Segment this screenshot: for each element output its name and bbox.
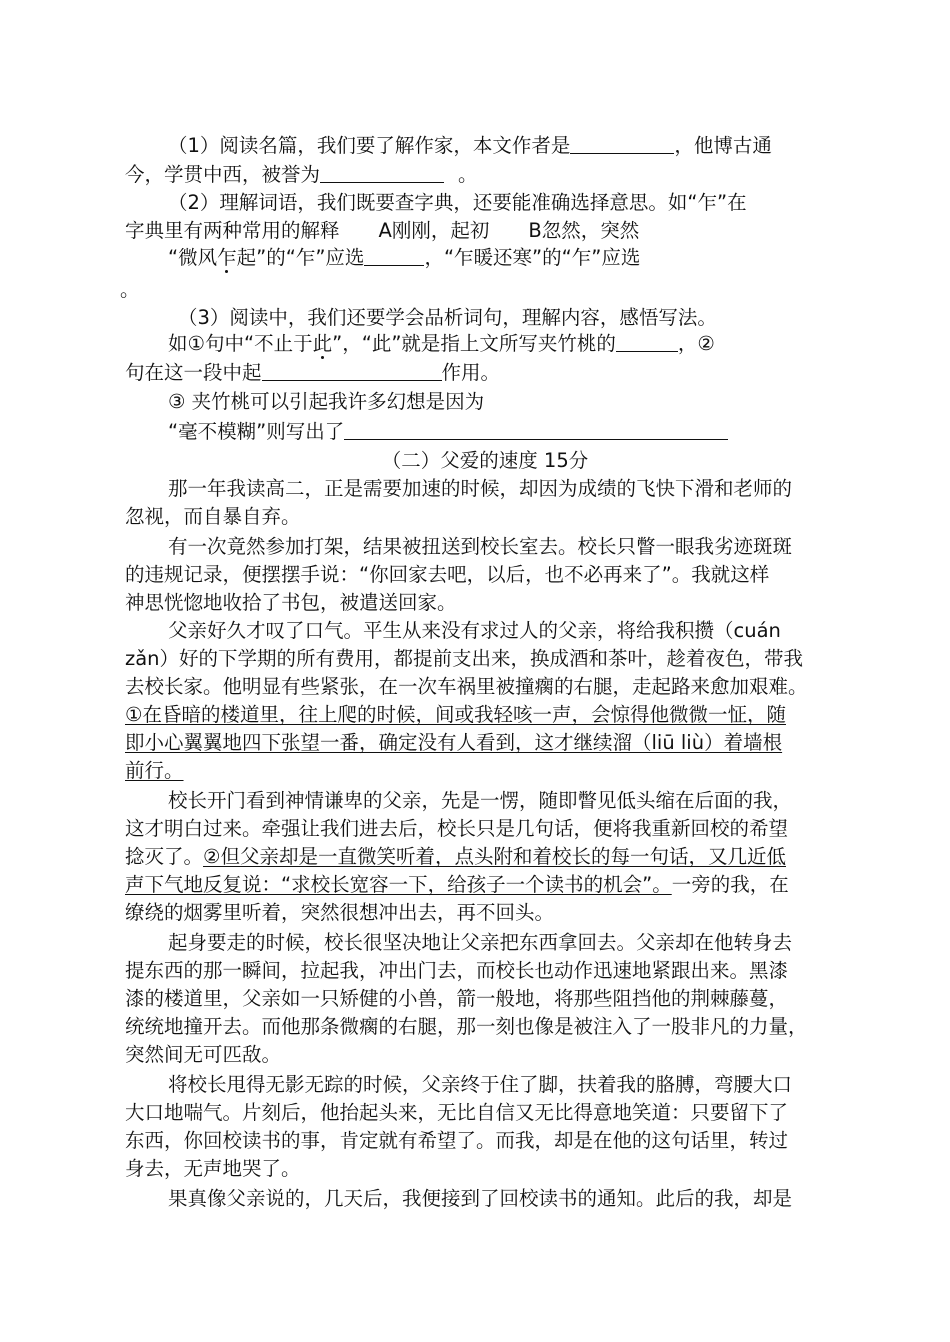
passage-title: （二）父爱的速度 15分 — [381, 449, 589, 472]
describe-answer-blank[interactable] — [344, 419, 728, 440]
paragraph-6-line: 东西，你回校读书的事，肯定就有希望了。而我，却是在他的这句话里，转过 — [125, 1129, 789, 1152]
underlined-sentence-1-line: 前行。 — [125, 759, 184, 782]
zha-answer-blank-1[interactable] — [364, 245, 424, 266]
paragraph-5-line: 突然间无可匹敌。 — [125, 1043, 282, 1066]
paragraph-4-line: 缭绕的烟雾里听着，突然很想冲出去，再不回头。 — [125, 901, 555, 924]
paragraph-5-line: 统统地撞开去。而他那条微瘸的右腿，那一刻也像是被注入了一股非凡的力量， — [125, 1015, 808, 1038]
q3-line-2: 如①句中“不止于此”，“此”就是指上文所写夹竹桃的 ，② — [168, 332, 715, 355]
paragraph-4-line: 声下气地反复说：“求校长宽容一下，给孩子一个读书的机会”。一旁的我，在 — [125, 873, 789, 896]
underlined-sentence-2: 声下气地反复说：“求校长宽容一下，给孩子一个读书的机会”。 — [125, 873, 672, 896]
paragraph-2-line: 的违规记录，便摆摆手说：“你回家去吧，以后，也不必再来了”。我就这样 — [125, 563, 770, 586]
title-answer-blank[interactable] — [320, 162, 444, 183]
paragraph-4-line: 校长开门看到神情谦卑的父亲，先是一愣，随即瞥见低头缩在后面的我， — [168, 789, 793, 812]
q2-line-3: “微风乍起”的“乍”应选 ，“乍暖还寒”的“乍”应选 — [168, 246, 641, 269]
q2-line-2: 字典里有两种常用的解释 A刚刚，起初 B忽然，突然 — [125, 219, 640, 242]
underlined-sentence-1-line: 即小心翼翼地四下张望一番，确定没有人看到，这才继续溜（liū liù）着墙根 — [125, 731, 783, 754]
paragraph-5-line: 漆的楼道里，父亲如一只矫健的小兽，箭一般地，将那些阻挡他的荆棘藤蔓， — [125, 987, 789, 1010]
q1-line-2: 今，学贯中西，被誉为 。 — [125, 163, 478, 186]
q3-line-3: 句在这一段中起 作用。 — [125, 361, 501, 384]
q1-line-1: （1）阅读名篇，我们要了解作家，本文作者是 ，他博古通 — [168, 134, 772, 157]
q3-line-4: ③ 夹竹桃可以引起我许多幻想是因为 — [168, 390, 485, 413]
author-answer-blank[interactable] — [570, 133, 674, 154]
emphasis-char: 此 — [312, 332, 333, 355]
q3-line-1: （3）阅读中，我们还要学会品析词句，理解内容，感悟写法。 — [178, 306, 717, 329]
q2-line-4: 。 — [120, 278, 140, 301]
paragraph-1-line: 忽视，而自暴自弃。 — [125, 505, 301, 528]
paragraph-4-line: 捻灭了。②但父亲却是一直微笑听着，点头附和着校长的每一句话，又几近低 — [125, 845, 786, 868]
paragraph-7-line: 果真像父亲说的，几天后，我便接到了回校读书的通知。此后的我，却是 — [168, 1187, 793, 1210]
q3-line-5: “毫不模糊”则写出了 — [168, 418, 888, 446]
paragraph-2-line: 神思恍惚地收拾了书包，被遣送回家。 — [125, 591, 457, 614]
paragraph-2-line: 有一次竟然参加打架，结果被扭送到校长室去。校长只瞥一眼我劣迹斑斑 — [168, 535, 793, 558]
paragraph-3-line: 去校长家。他明显有些紧张，在一次车祸里被撞瘸的右腿，走起路来愈加艰难。 — [125, 675, 808, 698]
paragraph-5-line: 提东西的那一瞬间，拉起我，冲出门去，而校长也动作迅速地紧跟出来。黑漆 — [125, 959, 789, 982]
paragraph-3-line: zǎn）好的下学期的所有费用，都提前支出来，换成酒和茶叶，趁着夜色，带我 — [125, 647, 804, 670]
q2-line-1: （2）理解词语，我们既要查字典，还要能准确选择意思。如“乍”在 — [168, 191, 747, 214]
paragraph-5-line: 起身要走的时候，校长很坚决地让父亲把东西拿回去。父亲却在他转身去 — [168, 931, 793, 954]
paragraph-6-line: 身去，无声地哭了。 — [125, 1157, 301, 1180]
paragraph-6-line: 大口地喘气。片刻后，他抬起头来，无比自信又无比得意地笑道：只要留下了 — [125, 1101, 789, 1124]
underlined-sentence-1-line: ①在昏暗的楼道里，往上爬的时候，间或我轻咳一声，会惊得他微微一怔，随 — [125, 703, 786, 726]
paragraph-4-line: 这才明白过来。牵强让我们进去后，校长只是几句话，便将我重新回校的希望 — [125, 817, 789, 840]
function-answer-blank[interactable] — [262, 360, 442, 381]
paragraph-6-line: 将校长甩得无影无踪的时候，父亲终于住了脚，扶着我的胳膊，弯腰大口 — [168, 1073, 793, 1096]
paragraph-3-line: 父亲好久才叹了口气。平生从来没有求过人的父亲，将给我积攒（cuán — [168, 619, 781, 642]
underlined-sentence-2: ②但父亲却是一直微笑听着，点头附和着校长的每一句话，又几近低 — [203, 845, 786, 868]
oleander-answer-blank[interactable] — [616, 331, 678, 352]
paragraph-1-line: 那一年我读高二，正是需要加速的时候，却因为成绩的飞快下滑和老师的 — [168, 477, 793, 500]
emphasis-char: 乍 — [217, 246, 237, 269]
